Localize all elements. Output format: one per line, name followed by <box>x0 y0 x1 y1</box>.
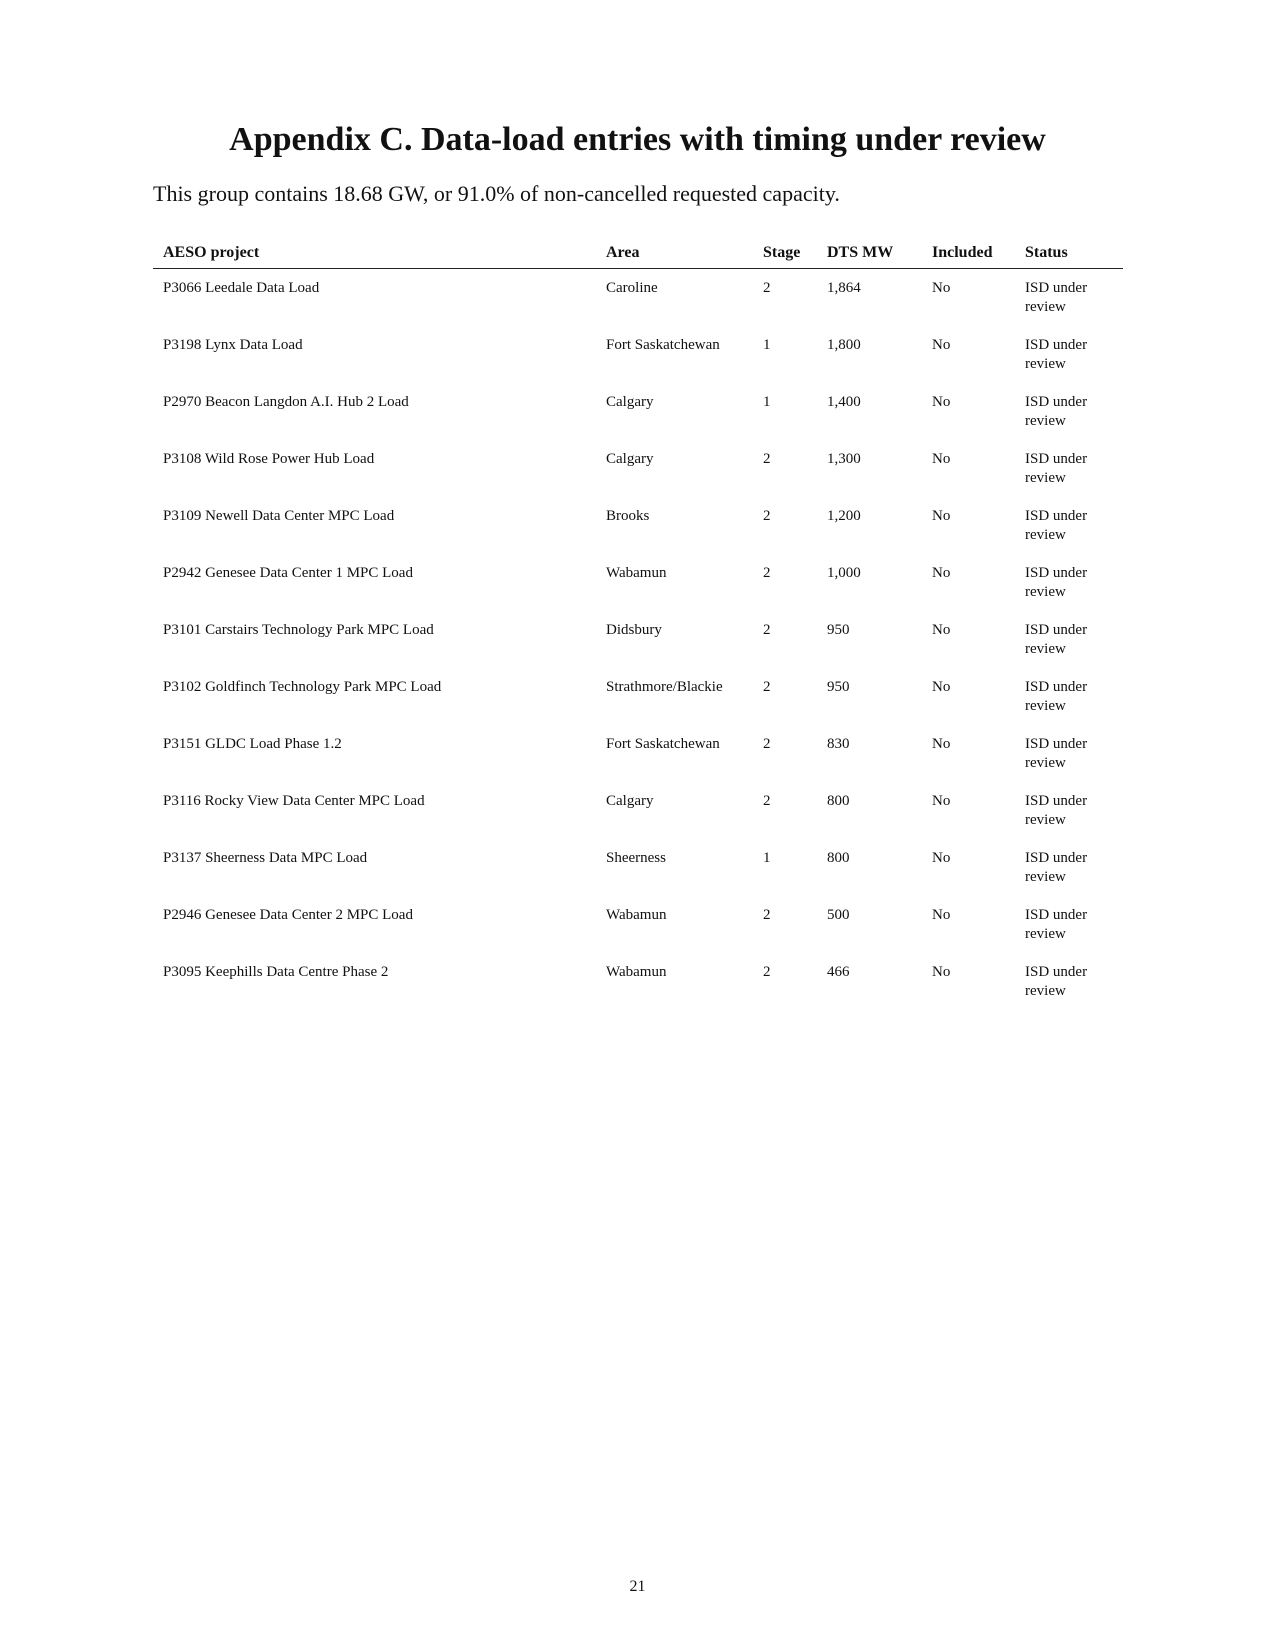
table-header-row <box>153 238 1123 269</box>
table-row <box>153 326 1123 383</box>
cell-dts-mw: 500 <box>827 907 850 923</box>
cell-dts-mw: 800 <box>827 793 850 809</box>
cell-dts-mw: 1,864 <box>827 280 861 296</box>
cell-project: P3102 Goldfinch Technology Park MPC Load <box>163 679 442 695</box>
cell-included: No <box>932 736 951 752</box>
cell-dts-mw: 830 <box>827 736 850 752</box>
cell-area: Calgary <box>606 394 654 410</box>
table-row <box>153 725 1123 782</box>
cell-stage: 2 <box>763 280 771 296</box>
cell-status: ISD under review <box>1025 508 1088 543</box>
cell-project: P3137 Sheerness Data MPC Load <box>163 850 368 866</box>
page-subtitle: This group contains 18.68 GW, or 91.0% of non-cancelled requested capacity. <box>153 181 840 206</box>
cell-project: P2946 Genesee Data Center 2 MPC Load <box>163 907 413 923</box>
header-stage: Stage <box>753 238 817 269</box>
cell-included: No <box>932 394 951 410</box>
cell-area: Calgary <box>606 451 654 467</box>
cell-included: No <box>932 850 951 866</box>
cell-area: Fort Saskatchewan <box>606 736 720 752</box>
cell-status: ISD under review <box>1025 337 1088 372</box>
table-row <box>153 440 1123 497</box>
cell-area: Wabamun <box>606 565 667 581</box>
cell-area: Didsbury <box>606 622 662 638</box>
cell-project: P3095 Keephills Data Centre Phase 2 <box>163 964 389 980</box>
cell-included: No <box>932 337 951 353</box>
cell-area: Wabamun <box>606 964 667 980</box>
cell-dts-mw: 1,300 <box>827 451 861 467</box>
cell-stage: 2 <box>763 679 771 695</box>
cell-status: ISD under review <box>1025 622 1088 657</box>
cell-area: Fort Saskatchewan <box>606 337 720 353</box>
cell-stage: 1 <box>763 850 771 866</box>
cell-project: P3151 GLDC Load Phase 1.2 <box>163 736 342 752</box>
cell-stage: 2 <box>763 793 771 809</box>
cell-project: P2970 Beacon Langdon A.I. Hub 2 Load <box>163 394 409 410</box>
table-body <box>153 269 1123 1011</box>
cell-area: Caroline <box>606 280 658 296</box>
table-row <box>153 497 1123 554</box>
cell-dts-mw: 466 <box>827 964 850 980</box>
cell-stage: 2 <box>763 907 771 923</box>
page-number: 21 <box>629 1578 646 1595</box>
table-row <box>153 782 1123 839</box>
cell-stage: 1 <box>763 337 771 353</box>
cell-area: Strathmore/Blackie <box>606 679 723 695</box>
cell-area: Calgary <box>606 793 654 809</box>
cell-included: No <box>932 679 951 695</box>
cell-dts-mw: 800 <box>827 850 850 866</box>
data-load-table <box>153 238 1123 1010</box>
table-row <box>153 554 1123 611</box>
header-area: Area <box>596 238 753 269</box>
table-row <box>153 269 1123 327</box>
cell-project: P3116 Rocky View Data Center MPC Load <box>163 793 425 809</box>
cell-stage: 2 <box>763 964 771 980</box>
cell-stage: 2 <box>763 508 771 524</box>
cell-status: ISD under review <box>1025 394 1088 429</box>
table-row <box>153 896 1123 953</box>
cell-stage: 2 <box>763 565 771 581</box>
cell-project: P3066 Leedale Data Load <box>163 280 320 296</box>
cell-project: P3101 Carstairs Technology Park MPC Load <box>163 622 434 638</box>
cell-dts-mw: 950 <box>827 679 850 695</box>
cell-dts-mw: 1,800 <box>827 337 861 353</box>
cell-status: ISD under review <box>1025 565 1088 600</box>
cell-dts-mw: 950 <box>827 622 850 638</box>
table-row <box>153 953 1123 1010</box>
cell-included: No <box>932 793 951 809</box>
cell-included: No <box>932 280 951 296</box>
cell-status: ISD under review <box>1025 907 1088 942</box>
cell-area: Brooks <box>606 508 650 524</box>
cell-status: ISD under review <box>1025 850 1088 885</box>
cell-stage: 2 <box>763 622 771 638</box>
cell-status: ISD under review <box>1025 451 1088 486</box>
cell-included: No <box>932 964 951 980</box>
cell-stage: 1 <box>763 394 771 410</box>
cell-dts-mw: 1,400 <box>827 394 861 410</box>
table-row <box>153 668 1123 725</box>
header-included: Included <box>922 238 1015 269</box>
cell-stage: 2 <box>763 736 771 752</box>
cell-area: Wabamun <box>606 907 667 923</box>
cell-project: P3109 Newell Data Center MPC Load <box>163 508 395 524</box>
header-dts-mw: DTS MW <box>817 238 922 269</box>
cell-included: No <box>932 907 951 923</box>
table-row <box>153 383 1123 440</box>
cell-dts-mw: 1,200 <box>827 508 861 524</box>
cell-project: P2942 Genesee Data Center 1 MPC Load <box>163 565 413 581</box>
header-status: Status <box>1015 238 1123 269</box>
cell-included: No <box>932 451 951 467</box>
cell-included: No <box>932 622 951 638</box>
table-row <box>153 839 1123 896</box>
table-row <box>153 611 1123 668</box>
cell-project: P3108 Wild Rose Power Hub Load <box>163 451 375 467</box>
cell-included: No <box>932 508 951 524</box>
cell-stage: 2 <box>763 451 771 467</box>
cell-area: Sheerness <box>606 850 666 866</box>
cell-included: No <box>932 565 951 581</box>
cell-status: ISD under review <box>1025 964 1088 999</box>
page-title: Appendix C. Data-load entries with timing under review <box>229 121 1046 158</box>
cell-status: ISD under review <box>1025 736 1088 771</box>
header-aeso-project: AESO project <box>153 238 596 269</box>
cell-status: ISD under review <box>1025 280 1088 315</box>
cell-status: ISD under review <box>1025 679 1088 714</box>
cell-project: P3198 Lynx Data Load <box>163 337 303 353</box>
cell-dts-mw: 1,000 <box>827 565 861 581</box>
cell-status: ISD under review <box>1025 793 1088 828</box>
